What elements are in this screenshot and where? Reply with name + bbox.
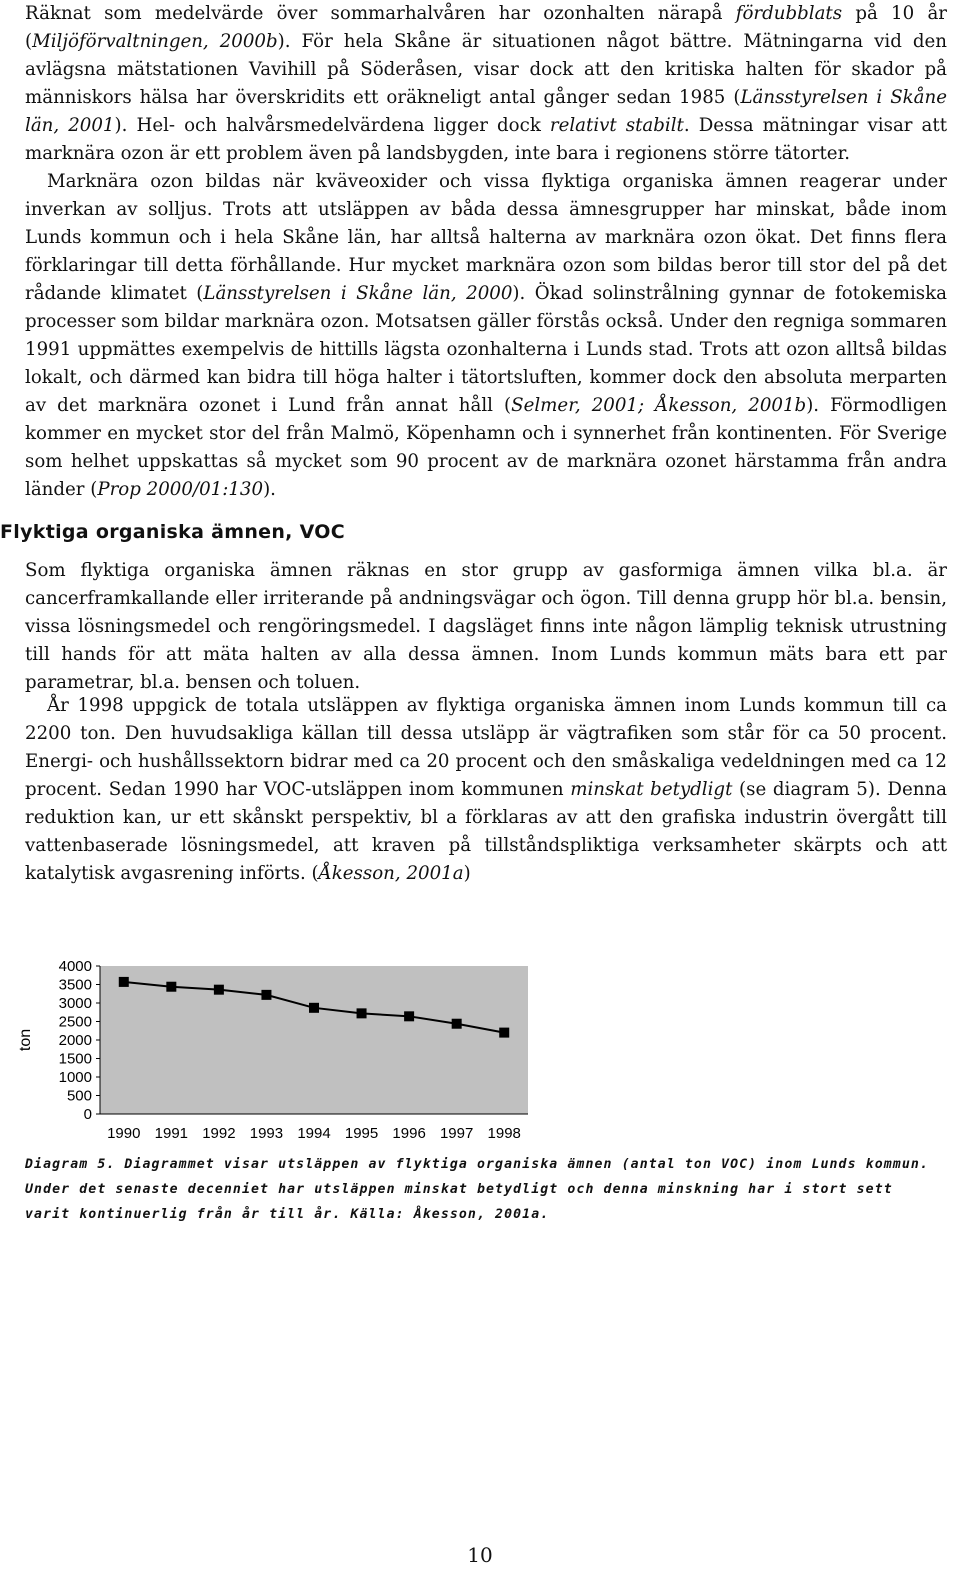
x-tick-label: 1994	[297, 1125, 331, 1142]
y-tick-label: 500	[66, 1087, 92, 1105]
paragraph-ozone-trend: Räknat som medelvärde över sommarhalvåren har ozonhalten närapå fördubblats på 10 år (Miljöförvaltningen, 2000b). För hela Skåne är situationen något bättre. Mätningarna vid den avlägsna mätstationen Vavihill på Söderåsen, visar dock att den kritiska halten för skador på människors hälsa har överskridits ett oräkneligt antal gånger sedan 1985 (Länsstyrelsen i Skåne län, 2001). Hel- och halvårsmedelvärdena ligger dock relativt stabilt. Dessa mätningar visar att marknära ozon är ett problem även på landsbygden, inte bara i regionens större tätorter.	[25, 3, 948, 164]
citation-italic: fördubblats	[735, 3, 843, 24]
y-tick-label: 2500	[58, 1013, 92, 1031]
emissions-chart-svg	[10, 952, 540, 1142]
x-tick-label: 1992	[202, 1125, 236, 1142]
x-tick-label: 1995	[344, 1125, 379, 1142]
x-tick-label: 1996	[392, 1125, 426, 1142]
y-tick-label: 3000	[58, 995, 92, 1012]
data-point	[404, 1011, 414, 1021]
data-point	[166, 982, 176, 992]
x-tick-label: 1993	[249, 1125, 284, 1142]
section-heading: Flyktiga organiska ämnen, VOC	[0, 521, 345, 543]
x-tick-label: 1991	[154, 1125, 189, 1142]
y-tick-label: 4000	[58, 958, 92, 975]
plot-area	[100, 966, 528, 1114]
y-axis-title: ton	[17, 1028, 34, 1052]
citation-italic: Miljöförvaltningen, 2000b	[32, 31, 278, 52]
data-point	[261, 990, 271, 1000]
paragraph-voc-emissions: År 1998 uppgick de totala utsläppen av flyktiga organiska ämnen inom Lunds kommun till ca 2200 ton. Den huvudsakliga källan till dessa utsläpp är vägtrafiken som står för ca 50 procent. Energi- och hushållssektorn bidrar med ca 20 procent och den småskaliga vedeldningen med ca 12 procent. Sedan 1990 har VOC-utsläppen inom kommunen minskat betydligt (se diagram 5). Denna reduktion kan, ur ett skånskt perspektiv, bl a förklaras av att den grafiska industrin övergått till vattenbaserade lösningsmedel, att kraven på tillståndspliktiga verksamheter skärpts och att katalytisk avgasrening införts. (Åkesson, 2001a)	[25, 695, 947, 884]
citation-italic: relativt stabilt	[549, 115, 684, 136]
x-tick-label: 1990	[107, 1125, 141, 1142]
y-tick-label: 2000	[58, 1032, 92, 1049]
paragraph-ozone-formation: Marknära ozon bildas när kväveoxider och vissa flyktiga organiska ämnen reagerar under inverkan av solljus. Trots att utsläppen av båda dessa ämnesgrupper har minskat, både inom Lunds kommun och i hela Skåne län, har alltså halterna av marknära ozon ökat. Det finns flera förklaringar till detta förhållande. Hur mycket marknära ozon som bildas beror till stor del på det rådande klimatet (Länsstyrelsen i Skåne län, 2000). Ökad solinstrålning gynnar de fotokemiska processer som bildar marknära ozon. Motsatsen gäller förstås också. Under den regniga sommaren 1991 uppmättes exempelvis de hittills lägsta ozonhalterna i Lunds stad. Trots att ozon alltså bildas lokalt, och därmed kan bidra till höga halter i tätortsluften, kommer dock den absoluta merparten av det marknära ozonet i Lund från annat håll (Selmer, 2001; Åkesson, 2001b). Förmodligen kommer en mycket stor del från Malmö, Köpenhamn och i synnerhet från kontinenten. För Sverige som helhet uppskattas så mycket som 90 procent av de marknära ozonet härstamma från andra länder (Prop 2000/01:130).	[25, 171, 947, 500]
citation-italic: Länsstyrelsen i Skåne län, 2000	[203, 283, 513, 304]
data-point	[119, 977, 129, 987]
y-tick-label: 3500	[58, 976, 92, 994]
page-number: 10	[467, 1543, 493, 1567]
data-point	[499, 1028, 509, 1038]
figure-caption: Diagram 5. Diagrammet visar utsläppen av flyktiga organiska ämnen (antal ton VOC) inom Lunds kommun. Under det senaste decenniet har utsläppen minskat betydligt och denna minskning har i stort sett varit kontinuerlig från år till år. Källa: Åkesson, 2001a.	[25, 1157, 929, 1222]
data-point	[452, 1019, 462, 1029]
data-point	[309, 1003, 319, 1013]
y-tick-label: 1000	[58, 1069, 92, 1086]
citation-italic: Åkesson, 2001a	[318, 863, 464, 884]
citation-italic: Selmer, 2001; Åkesson, 2001b	[511, 395, 807, 416]
x-tick-label: 1997	[439, 1125, 474, 1142]
x-tick-label: 1998	[487, 1125, 521, 1142]
paragraph-voc-definition: Som flyktiga organiska ämnen räknas en stor grupp av gasformiga ämnen vilka bl.a. är cancerframkallande eller irriterande på andningsvägar och ögon. Till denna grupp hör bl.a. bensin, vissa lösningsmedel och rengöringsmedel. I dagsläget finns inte någon lämplig teknisk utrustning till hands för att mäta halten av alla dessa ämnen. Inom Lunds kommun mäts bara ett par parametrar, bl.a. bensen och toluen.	[25, 560, 947, 693]
y-tick-label: 0	[83, 1106, 92, 1123]
data-point	[214, 985, 224, 995]
data-point	[357, 1008, 367, 1018]
citation-italic: Prop 2000/01:130	[97, 479, 264, 500]
citation-italic: minskat betydligt	[570, 779, 733, 800]
citation-italic: Länsstyrelsen i Skåne län, 2001	[25, 87, 947, 136]
y-tick-label: 1500	[58, 1050, 92, 1068]
emissions-chart	[10, 952, 540, 1142]
